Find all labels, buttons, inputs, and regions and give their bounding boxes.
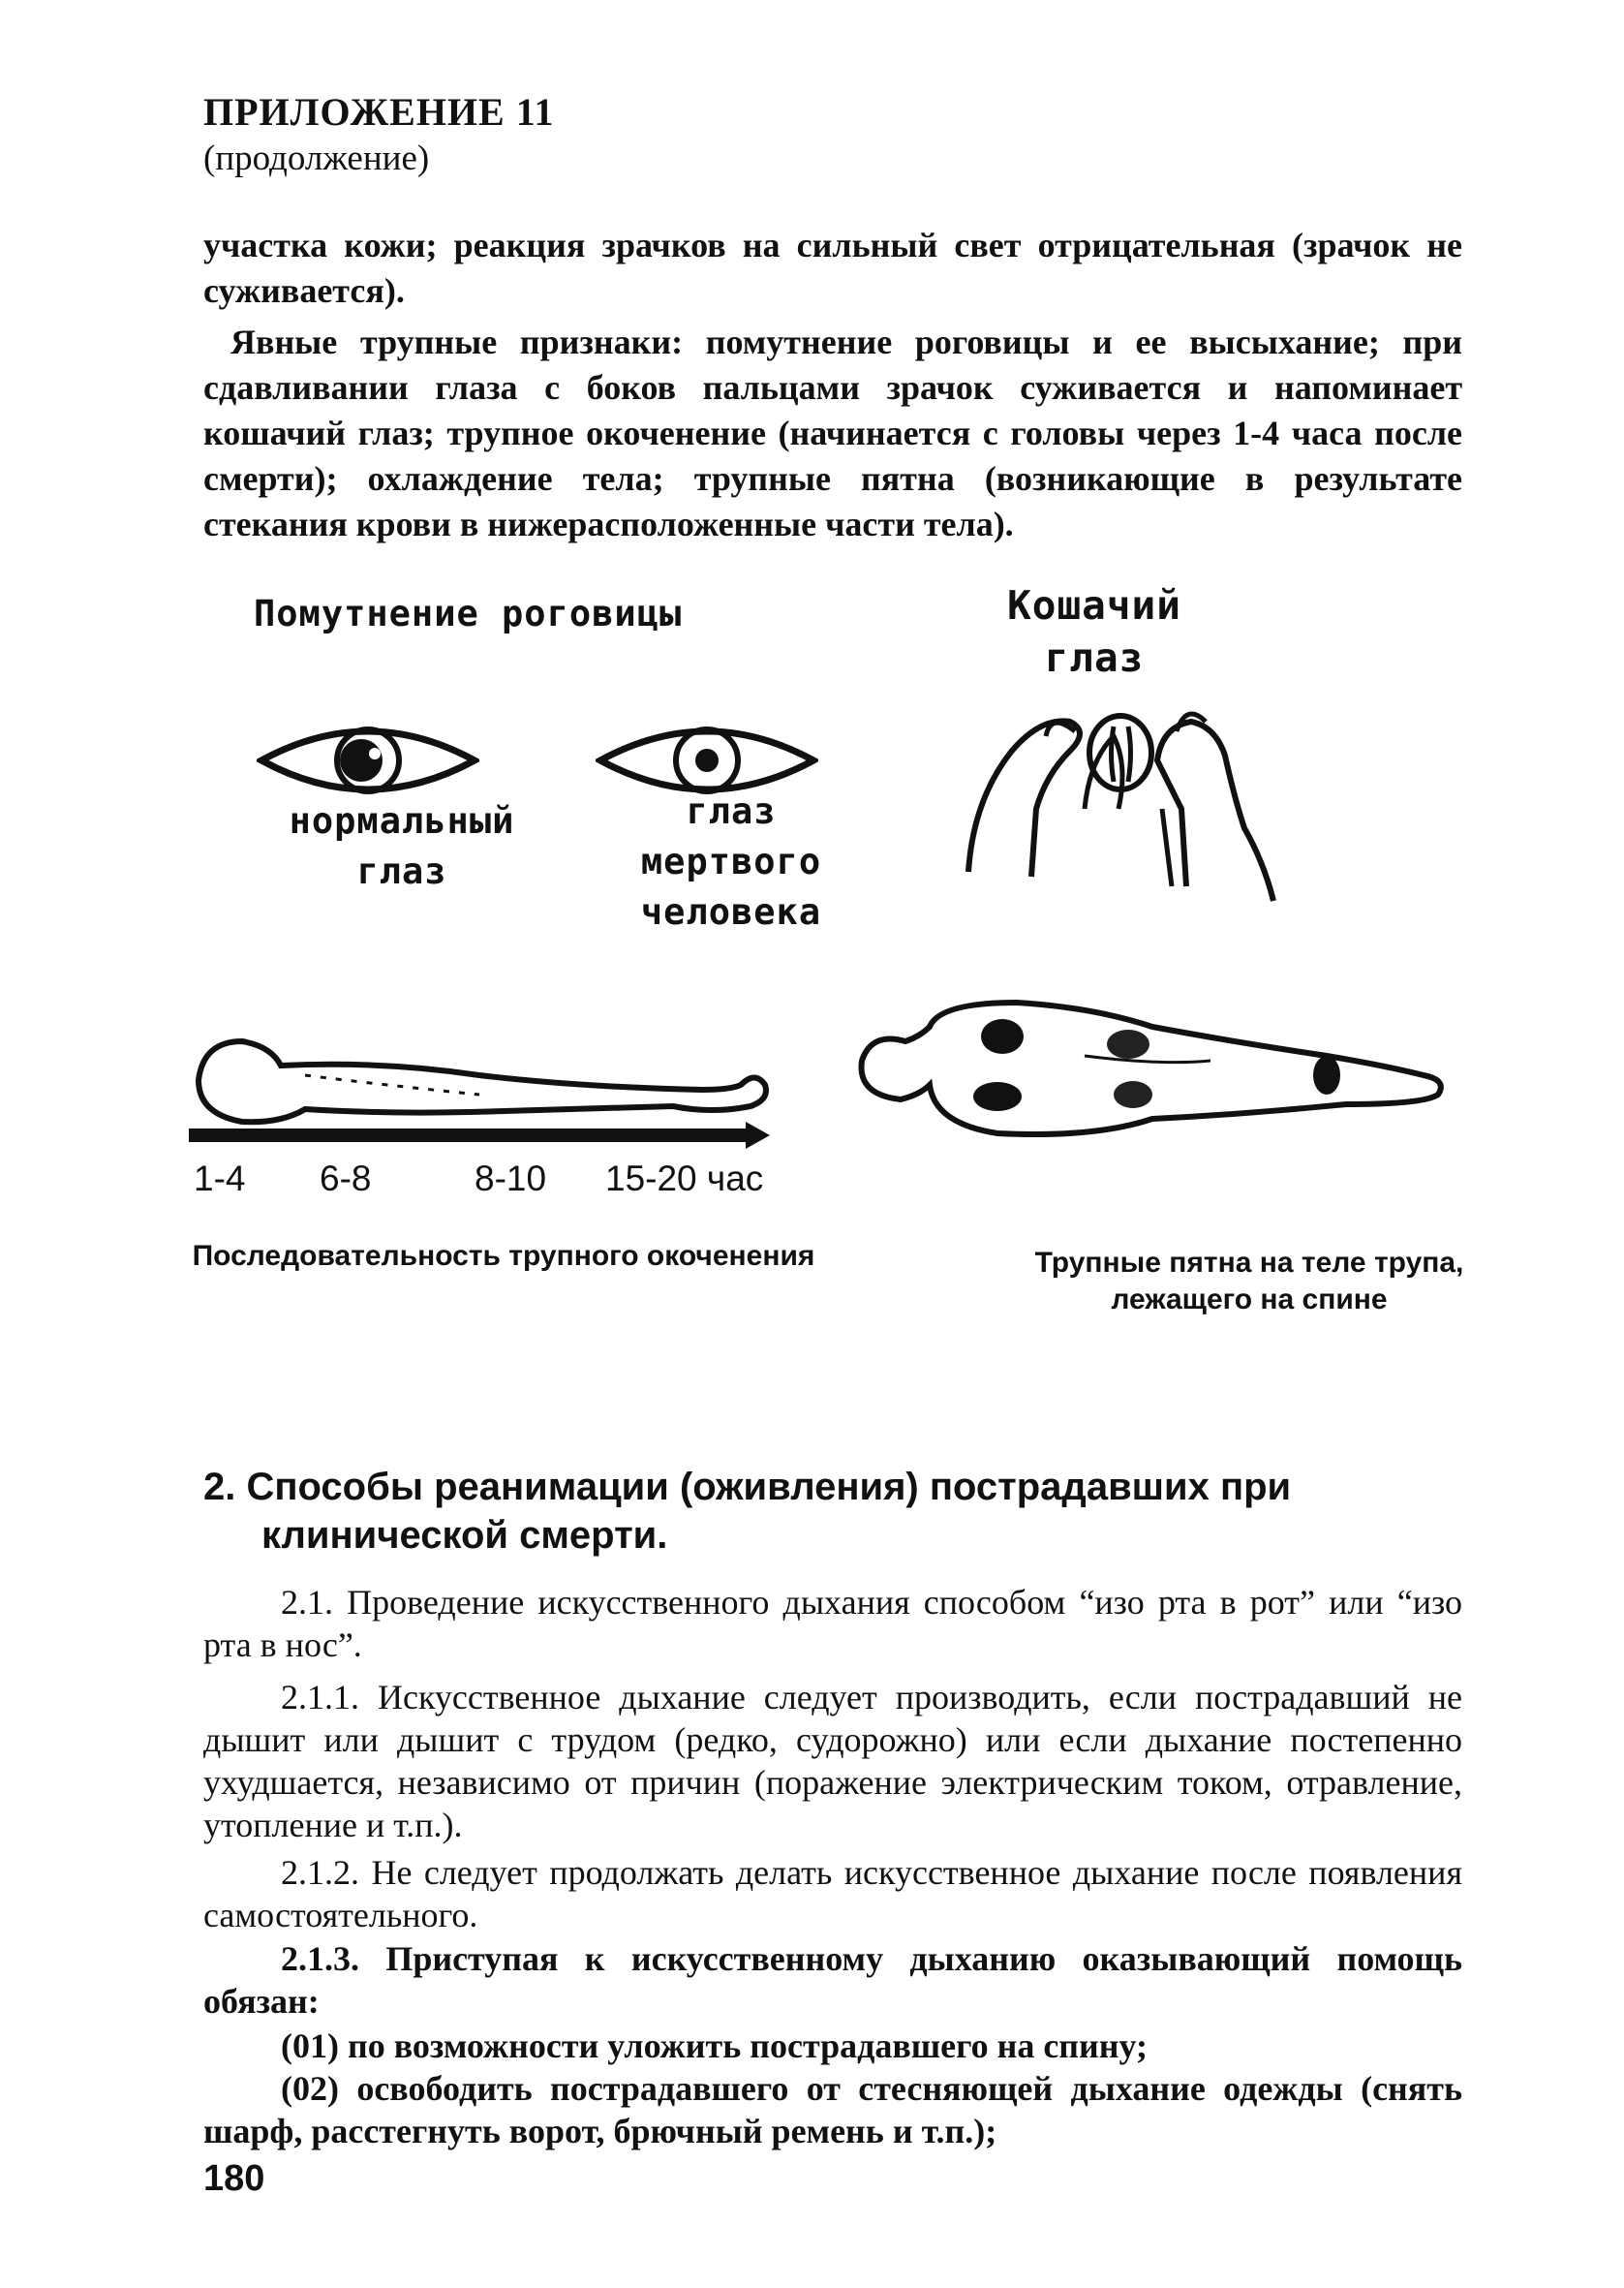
section-heading [203, 1463, 1462, 1560]
tick-label: 15-20 час [605, 1159, 764, 1198]
page-number: 180 [203, 2158, 265, 2199]
section-item-01: (01) по возможности уложить пострадавшего на спину; [281, 2026, 1149, 2065]
intro-paragraph-1: участка кожи; реакция зрачков на сильный свет отрицательная (зрачок не суживается). [203, 226, 1462, 310]
rigor-body-illustration [189, 1017, 789, 1162]
tick-label: 1-4 [194, 1159, 246, 1198]
intro-paragraph-2: Явные трупные признаки: помутнение роговицы и ее высыхание; при сдавливании глаза с боков пальцами зрачок суживается и напоминает кошачий глаз; трупное окоченение (начинается с головы через 1-4 часа после смерти); охлаждение тела; трупные пятна (возникающие в результате стекания крови в нижерасположенные части тела). [203, 323, 1462, 543]
section-item-2-1-3: 2.1.3. Приступая к искусственному дыханию оказывающий помощь обязан: [203, 1939, 1462, 2021]
section-heading-line1: 2. Способы реанимации (оживления) пострадавших при [203, 1466, 1292, 1508]
livor-caption: Трупные пятна на теле трупа, лежащего на спине [1034, 1247, 1464, 1315]
rigor-caption: Последовательность трупного окоченения [192, 1240, 815, 1272]
section-item-2-1: 2.1. Проведение искусственного дыхания способом “изо рта в рот” или “изо рта в нос”. [203, 1583, 1462, 1664]
tick-label: 6-8 [320, 1159, 372, 1198]
normal-eye-label: нормальный глаз [289, 800, 515, 892]
cat-eye-hands-illustration [954, 693, 1302, 915]
appendix-subtitle: (продолжение) [203, 139, 430, 178]
cornea-label: Помутнение роговицы [254, 593, 683, 634]
section-item-02: (02) освободить пострадавшего от стесняющей дыхание одежды (снять шарф, расстегнуть ворот, брючный ремень и т.п.); [203, 2069, 1462, 2150]
dead-eye-label: глаз мертвого человека [640, 790, 822, 933]
section-item-2-1-2: 2.1.2. Не следует продолжать делать искусственное дыхание после появления самостоятельного. [203, 1853, 1462, 1934]
normal-eye-illustration [257, 717, 479, 804]
section-item-2-1-1: 2.1.1. Искусственное дыхание следует производить, если пострадавший не дышит или дышит с трудом (редко, судорожно) или если дыхание постепенно ухудшается, независимо от причин (поражение электрическим током, отравление, утопление и т.п.). [203, 1678, 1462, 1844]
cat-eye-label: Кошачий глаз [1007, 582, 1181, 681]
tick-label: 8-10 [475, 1159, 547, 1198]
dead-eye-illustration [596, 717, 818, 804]
livor-body-illustration [843, 988, 1462, 1158]
appendix-title: ПРИЛОЖЕНИЕ 11 [203, 90, 555, 134]
section-heading-line2: клинической смерти. [261, 1514, 668, 1557]
